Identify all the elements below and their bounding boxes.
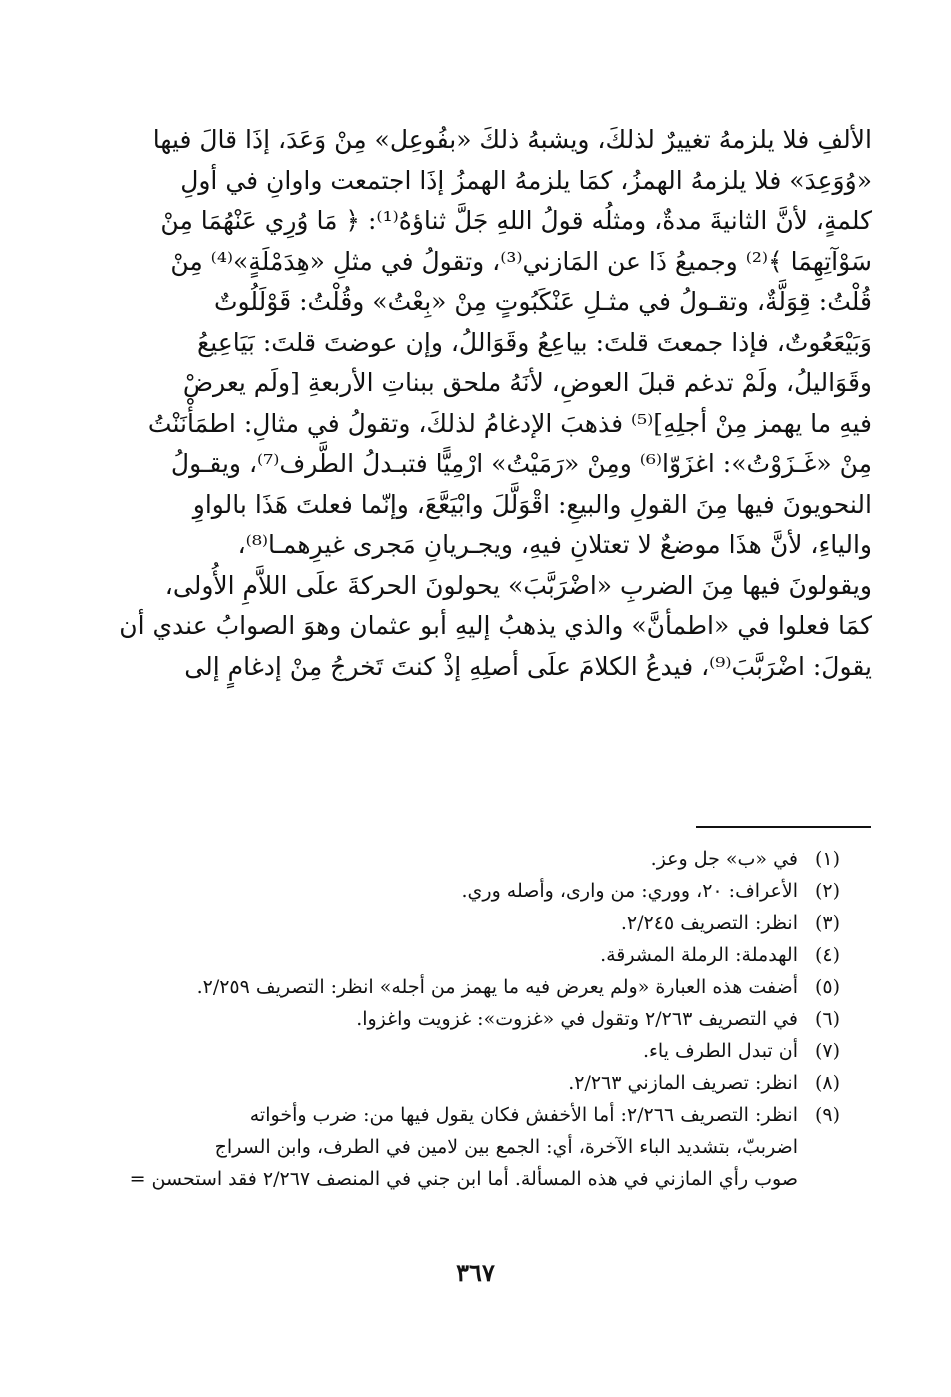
footnote-line: الهدملة: الرملة المشرقة. <box>600 944 798 966</box>
footnote-text <box>100 875 798 907</box>
footnote <box>100 1035 840 1067</box>
footnote-number: (٣) <box>814 912 840 934</box>
footnote-text <box>100 1099 798 1195</box>
text-line: ويقولونَ فيها مِنَ الضربِ «اضْرَبَّبَ» يحولونَ الحركةَ علَى اللاَّمِ الأُولى، <box>164 570 872 600</box>
footnote-number: (٥) <box>814 976 840 998</box>
footnote-number: (٧) <box>814 1040 840 1062</box>
footnote-line: صوب رأي المازني في هذه المسألة. أما ابن جني في المنصف ٢/٢٦٧ فقد استحسن = <box>129 1168 798 1190</box>
footnote-line: انظر: التصريف ٢/٢٤٥. <box>620 912 798 934</box>
footnote-line: أضفت هذه العبارة «ولم يعرض فيه ما يهمز من أجله» انظر: التصريف ٢/٢٥٩. <box>196 976 798 998</box>
footnote-text <box>100 843 798 875</box>
footnote <box>100 1003 840 1035</box>
page-number: ٣٦٧ <box>456 1258 495 1287</box>
footnote-text <box>100 1003 798 1035</box>
text-line: النحويونَ فيها مِنَ القولِ والبيعِ: اقْوَلَّلَ وابْيَعَّعَ، وإنّما فعلتَ هَذَا بالواوِ <box>192 489 872 519</box>
footnote <box>100 939 840 971</box>
text-line: كلمةٍ، لأنَّ الثانيةَ مدةٌ، ومثلُه قولُ اللهِ جَلَّ ثناؤهُ⁽¹⁾: ﴿ مَا وُرِي عَنْهُمَا مِنْ <box>160 206 872 235</box>
text-line: قُلْتُ: قِوَلَّةٌ، وتقـولُ في مثـلِ عَنْكَبُوتٍ مِنْ «بِعْتُ» وقُلْتُ: قَوْلَلُوتٌ <box>213 287 872 316</box>
footnote-line: اضرببّ، بتشديد الباء الآخرة، أي: الجمع بين لامين في الطرف، وابن السراج <box>214 1136 798 1158</box>
footnote-text <box>100 1035 798 1067</box>
footnote-number: (١) <box>814 848 840 870</box>
footnote-line: انظر: التصريف ٢/٢٦٦: أما الأخفش فكان يقول فيها من: ضرب وأخواته <box>249 1104 798 1126</box>
text-line: سَوْآتِهِمَا ﴾⁽²⁾ وجميعُ ذَا عن المَازني⁽³⁾، وتقولُ في مثلِ «هِدَمْلَةٍ»⁽⁴⁾ مِنْ <box>170 246 872 276</box>
text-line: وقَوَاليلُ، ولَمْ تدغم قبلَ العوضِ، لأنَهُ ملحق ببناتِ الأربعةِ [ولَم يعرضْ <box>182 368 872 397</box>
footnote-text <box>100 939 798 971</box>
footnote <box>100 1099 840 1195</box>
main-text-block <box>119 120 872 687</box>
footnote <box>100 907 840 939</box>
footnote <box>100 843 840 875</box>
footnote <box>100 971 840 1003</box>
text-line: يقولَ: اضْرَبَّبَ⁽⁹⁾، فيدعُ الكلامَ علَى أصلِهِ إذْ كنتَ تَخرجُ مِنْ إدغامٍ إلى <box>184 651 872 681</box>
footnote-number: (٢) <box>814 880 840 902</box>
text-line: مِنْ «غَـزَوْتُ»: اغزَوّا⁽⁶⁾ ومِنْ «رَمَيْتُ» ارْمِيًّا فتبـدلُ الطَّرف⁽⁷⁾، ويقـولُ <box>170 449 872 478</box>
text-line: الألفِ فلا يلزمهُ تغييرٌ لذلكَ، ويشبهُ ذلكَ «بفُوعِل» مِنْ وَعَدَ، إذَا قالَ فيها <box>152 125 872 154</box>
footnote-line: في «ب» جل وعز. <box>650 848 798 870</box>
footnote-line: انظر: تصريف المازني ٢/٢٦٣. <box>568 1072 798 1094</box>
footnote-number: (٩) <box>814 1104 840 1126</box>
text-line: «وُوَعِدَ» فلا يلزمهُ الهمزُ، كمَا يلزمهُ الهمزُ إذَا اجتمعت واوانِ في أولِ <box>180 165 872 195</box>
footnote-text <box>100 907 798 939</box>
footnote-text <box>100 1067 798 1099</box>
text-line: والياءِ، لأنَّ هذَا موضعٌ لا تعتلانِ فيهِ، ويجـريانِ مَجرى غيرِهمـا⁽⁸⁾، <box>237 530 872 559</box>
footnotes-list <box>100 843 840 1195</box>
footnote-number: (٦) <box>814 1008 840 1030</box>
footnote-number: (٤) <box>814 944 840 966</box>
text-line: وَبَيْعَعُوتٌ، فإذا جمعتَ قلتَ: بياعِعُ وقَوَاللُ، وإن عوضتَ قلتَ: بَيَاعِيعُ <box>196 327 872 357</box>
text-line: كمَا فعلوا في «اطمأنَّ» والذي يذهبُ إليهِ أبو عثمان وهوَ الصوابُ عندي أن <box>119 611 872 640</box>
text-line: فيهِ ما يهمز مِنْ أجلِهِ]⁽⁵⁾ فذهبَ الإدغامُ لذلكَ، وتقولُ في مثالِ: اطمَأْنَنْتُ <box>147 408 872 438</box>
footnote-line: الأعراف: ٢٠، ووري: من وارى، وأصله وري. <box>461 880 798 902</box>
footnote-number: (٨) <box>814 1072 840 1094</box>
footnote <box>100 875 840 907</box>
footnote <box>100 1067 840 1099</box>
footnote-text <box>100 971 798 1003</box>
footnote-line: أن تبدل الطرف ياء. <box>642 1040 798 1062</box>
footnote-line: في التصريف ٢/٢٦٣ وتقول في «غزوت»: غزويت واغزوا. <box>356 1008 798 1030</box>
footnote-separator <box>696 826 871 828</box>
